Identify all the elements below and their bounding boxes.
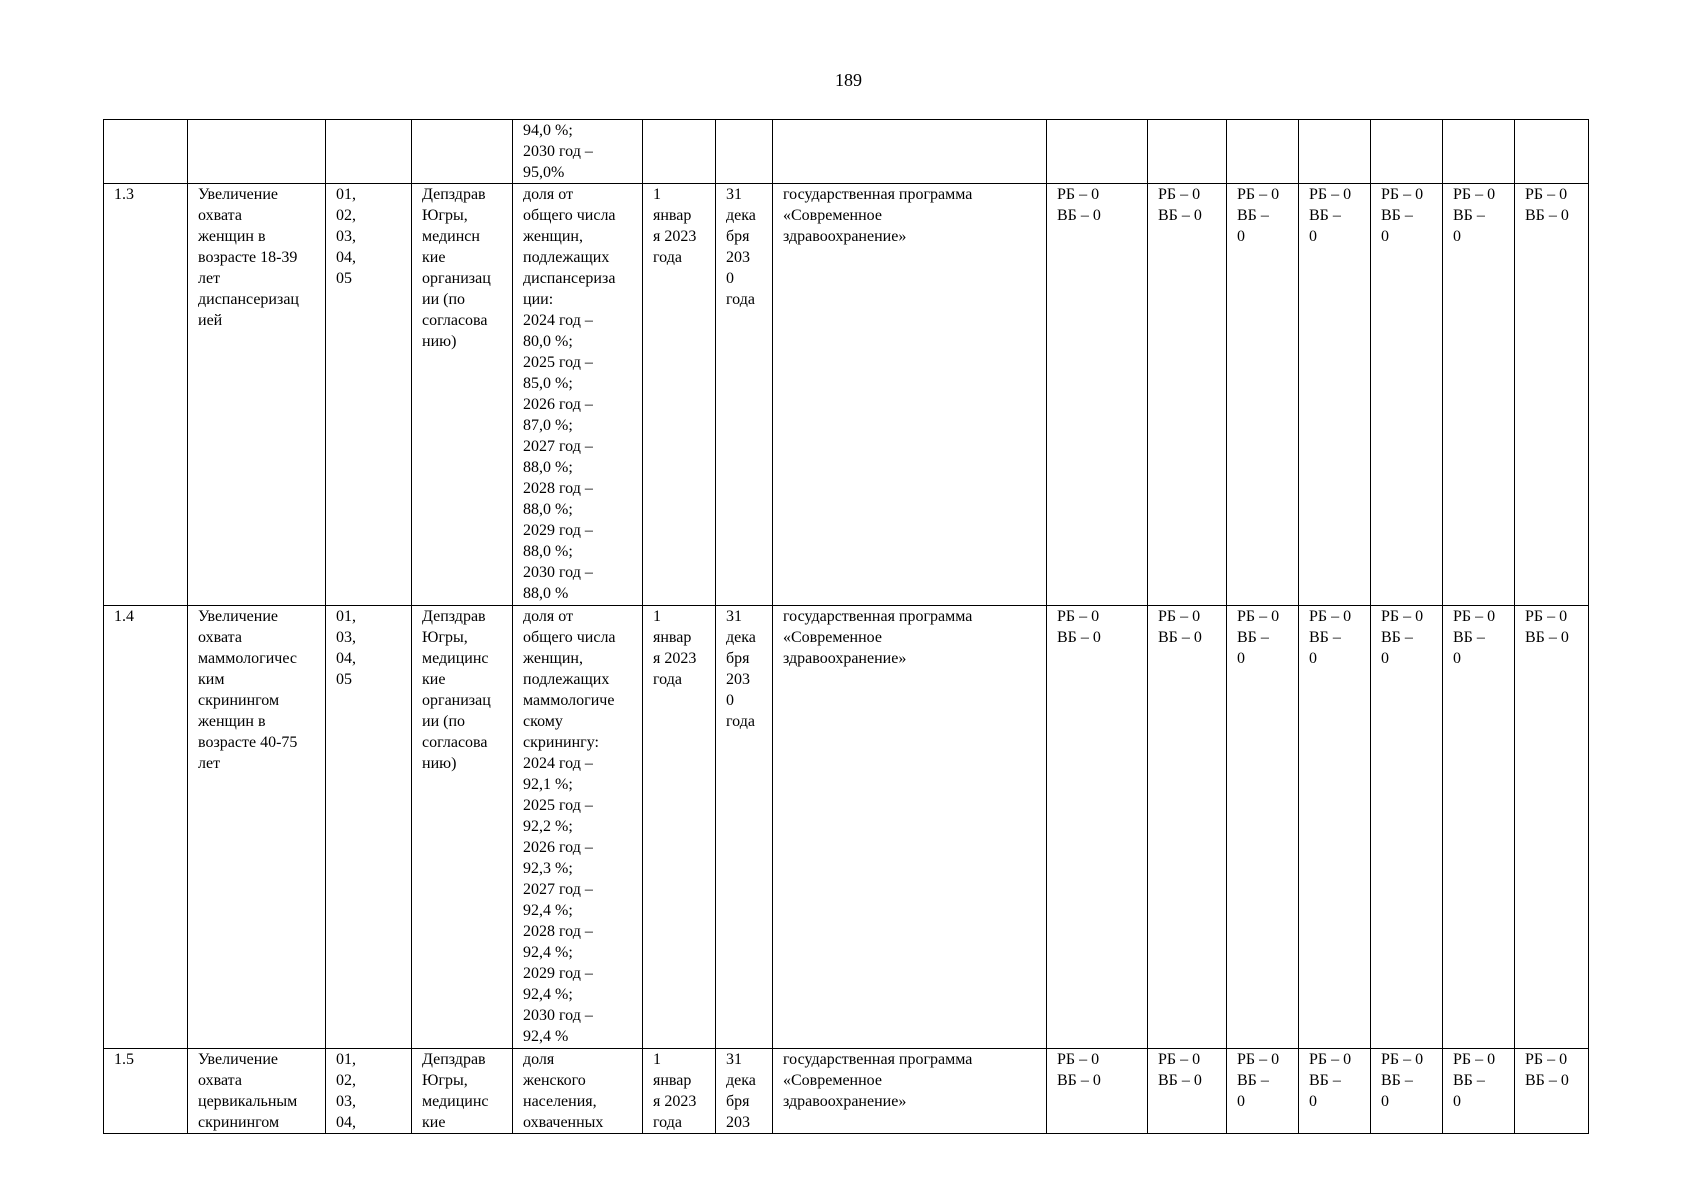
page-number: 189 (835, 70, 862, 90)
measures-table (103, 119, 1589, 1134)
cell-name (188, 120, 326, 184)
cell-fin: РБ – 0 ВБ – 0 (1047, 1049, 1148, 1134)
cell-start: 1 январ я 2023 года (643, 606, 716, 1049)
cell-end: 31 дека бря 203 0 года (716, 184, 773, 606)
cell-fin: РБ – 0 ВБ – 0 (1047, 184, 1148, 606)
cell-indicator: доля от общего числа женщин, подлежащих диспансериза ции: 2024 год – 80,0 %; 2025 год – 85,0 %; 2026 год – 87,0 %; 2027 год – 88,0 %; 2028 год – 88,0 %; 2029 год – 88,0 %; 2030 год – 88,0 % (513, 184, 643, 606)
cell-fin: РБ – 0 ВБ – 0 (1227, 184, 1299, 606)
cell-end: 31 дека бря 203 (716, 1049, 773, 1134)
cell-start (643, 120, 716, 184)
cell-executor (412, 120, 513, 184)
cell-num: 1.4 (104, 606, 188, 1049)
cell-codes (326, 120, 412, 184)
table-row-continuation (104, 120, 1589, 184)
cell-fin (1299, 120, 1371, 184)
cell-fin: РБ – 0 ВБ – 0 (1047, 606, 1148, 1049)
cell-fin (1371, 120, 1443, 184)
table-row-1-3 (104, 184, 1589, 606)
cell-fin: РБ – 0 ВБ – 0 (1227, 1049, 1299, 1134)
cell-fin: РБ – 0 ВБ – 0 (1443, 184, 1515, 606)
cell-start: 1 январ я 2023 года (643, 1049, 716, 1134)
cell-fin: РБ – 0 ВБ – 0 (1515, 606, 1589, 1049)
cell-indicator: 94,0 %; 2030 год – 95,0% (513, 120, 643, 184)
cell-fin: РБ – 0 ВБ – 0 (1148, 1049, 1227, 1134)
cell-indicator: доля от общего числа женщин, подлежащих маммологиче скому скринингу: 2024 год – 92,1 %; 2025 год – 92,2 %; 2026 год – 92,3 %; 2027 год – 92,4 %; 2028 год – 92,4 %; 2029 год – 92,4 %; 2030 год – 92,4 % (513, 606, 643, 1049)
table-row-1-4 (104, 606, 1589, 1049)
cell-program: государственная программа «Современное здравоохранение» (773, 606, 1047, 1049)
cell-fin (1148, 120, 1227, 184)
cell-fin: РБ – 0 ВБ – 0 (1515, 1049, 1589, 1134)
cell-codes: 01, 03, 04, 05 (326, 606, 412, 1049)
cell-fin: РБ – 0 ВБ – 0 (1443, 1049, 1515, 1134)
cell-fin (1515, 120, 1589, 184)
cell-fin: РБ – 0 ВБ – 0 (1227, 606, 1299, 1049)
cell-fin: РБ – 0 ВБ – 0 (1148, 606, 1227, 1049)
cell-num: 1.5 (104, 1049, 188, 1134)
cell-fin (1227, 120, 1299, 184)
cell-executor: Депздрав Югры, медицинс кие (412, 1049, 513, 1134)
cell-fin: РБ – 0 ВБ – 0 (1299, 606, 1371, 1049)
cell-fin: РБ – 0 ВБ – 0 (1371, 1049, 1443, 1134)
cell-fin: РБ – 0 ВБ – 0 (1299, 1049, 1371, 1134)
cell-fin: РБ – 0 ВБ – 0 (1515, 184, 1589, 606)
cell-program: государственная программа «Современное здравоохранение» (773, 1049, 1047, 1134)
cell-fin: РБ – 0 ВБ – 0 (1299, 184, 1371, 606)
cell-fin: РБ – 0 ВБ – 0 (1371, 606, 1443, 1049)
cell-start: 1 январ я 2023 года (643, 184, 716, 606)
cell-codes: 01, 02, 03, 04, 05 (326, 184, 412, 606)
cell-num: 1.3 (104, 184, 188, 606)
cell-codes: 01, 02, 03, 04, (326, 1049, 412, 1134)
cell-end (716, 120, 773, 184)
cell-executor: Депздрав Югры, мединсн кие организац ии (по согласова нию) (412, 184, 513, 606)
cell-end: 31 дека бря 203 0 года (716, 606, 773, 1049)
cell-name: Увеличение охвата маммологичес ким скринингом женщин в возрасте 40-75 лет (188, 606, 326, 1049)
cell-fin: РБ – 0 ВБ – 0 (1148, 184, 1227, 606)
table-row-1-5 (104, 1049, 1589, 1134)
cell-executor: Депздрав Югры, медицинс кие организац ии (по согласова нию) (412, 606, 513, 1049)
cell-fin (1047, 120, 1148, 184)
cell-fin: РБ – 0 ВБ – 0 (1443, 606, 1515, 1049)
cell-program: государственная программа «Современное здравоохранение» (773, 184, 1047, 606)
cell-name: Увеличение охвата женщин в возрасте 18-39 лет диспансеризац ией (188, 184, 326, 606)
cell-fin: РБ – 0 ВБ – 0 (1371, 184, 1443, 606)
cell-name: Увеличение охвата цервикальным скринингом (188, 1049, 326, 1134)
cell-fin (1443, 120, 1515, 184)
cell-num (104, 120, 188, 184)
cell-indicator: доля женского населения, охваченных (513, 1049, 643, 1134)
cell-program (773, 120, 1047, 184)
